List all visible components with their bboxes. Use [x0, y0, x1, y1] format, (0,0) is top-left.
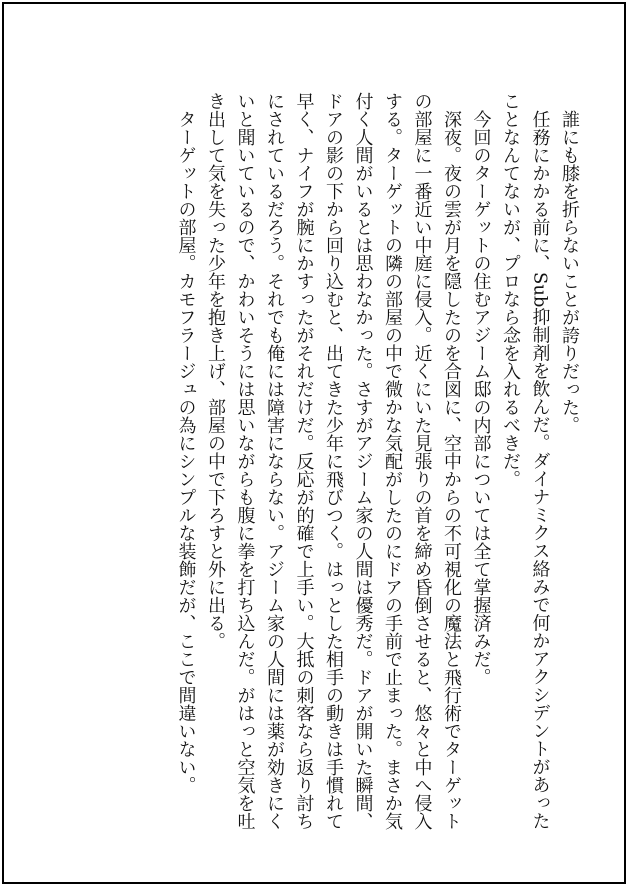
page-frame	[2, 2, 626, 884]
vertical-text-body	[171, 92, 584, 832]
paragraph: 今回のターゲットの住むアジーム邸の内部については全て掌握済みだ。	[470, 110, 492, 686]
paragraph: 誰にも膝を折らないことが誇りだった。	[559, 110, 580, 434]
paragraph: ターゲットの部屋。カモフラージュの為にシンプルな装飾だが、ここで間違いない。	[175, 110, 197, 794]
paragraph: 深夜。夜の雲が月を隠したのを合図に、空中からの不可視化の魔法と飛行術でターゲットの部屋に一番近い中庭に侵入。近くにいた見張りの首を締め昏倒させると、悠々と中へ侵入する。ターゲットの隣の部屋の中で微かな気配がしたのにドアの手前で止まった。まさか気付く人間がいるとは思わなかった。さすがアジーム家の人間は優秀だ。ドアが開いた瞬間、ドアの影の下から回り込むと、出てきた少年に飛びつく。はっとした相手の動きは手慣れて早く、ナイフが腕にかすったがそれだけだ。反応が的確で上手い。大抵の刺客なら返り討ちにされているだろう。それでも俺には障害にならない。アジーム家の人間には薬が効きにくいと聞いているので、かわいそうには思いながらも腹に拳を打ち込んだ。がはっと空気を吐き出して気を失った少年を抱き上げ、部屋の中で下ろすと外に出る。	[205, 92, 462, 830]
paragraph: 任務にかかる前に、Sub抑制剤を飲んだ。ダイナミクス絡みで何かアクシデントがあったことなんてないが、プロなら念を入れるべきだ。	[500, 92, 551, 830]
